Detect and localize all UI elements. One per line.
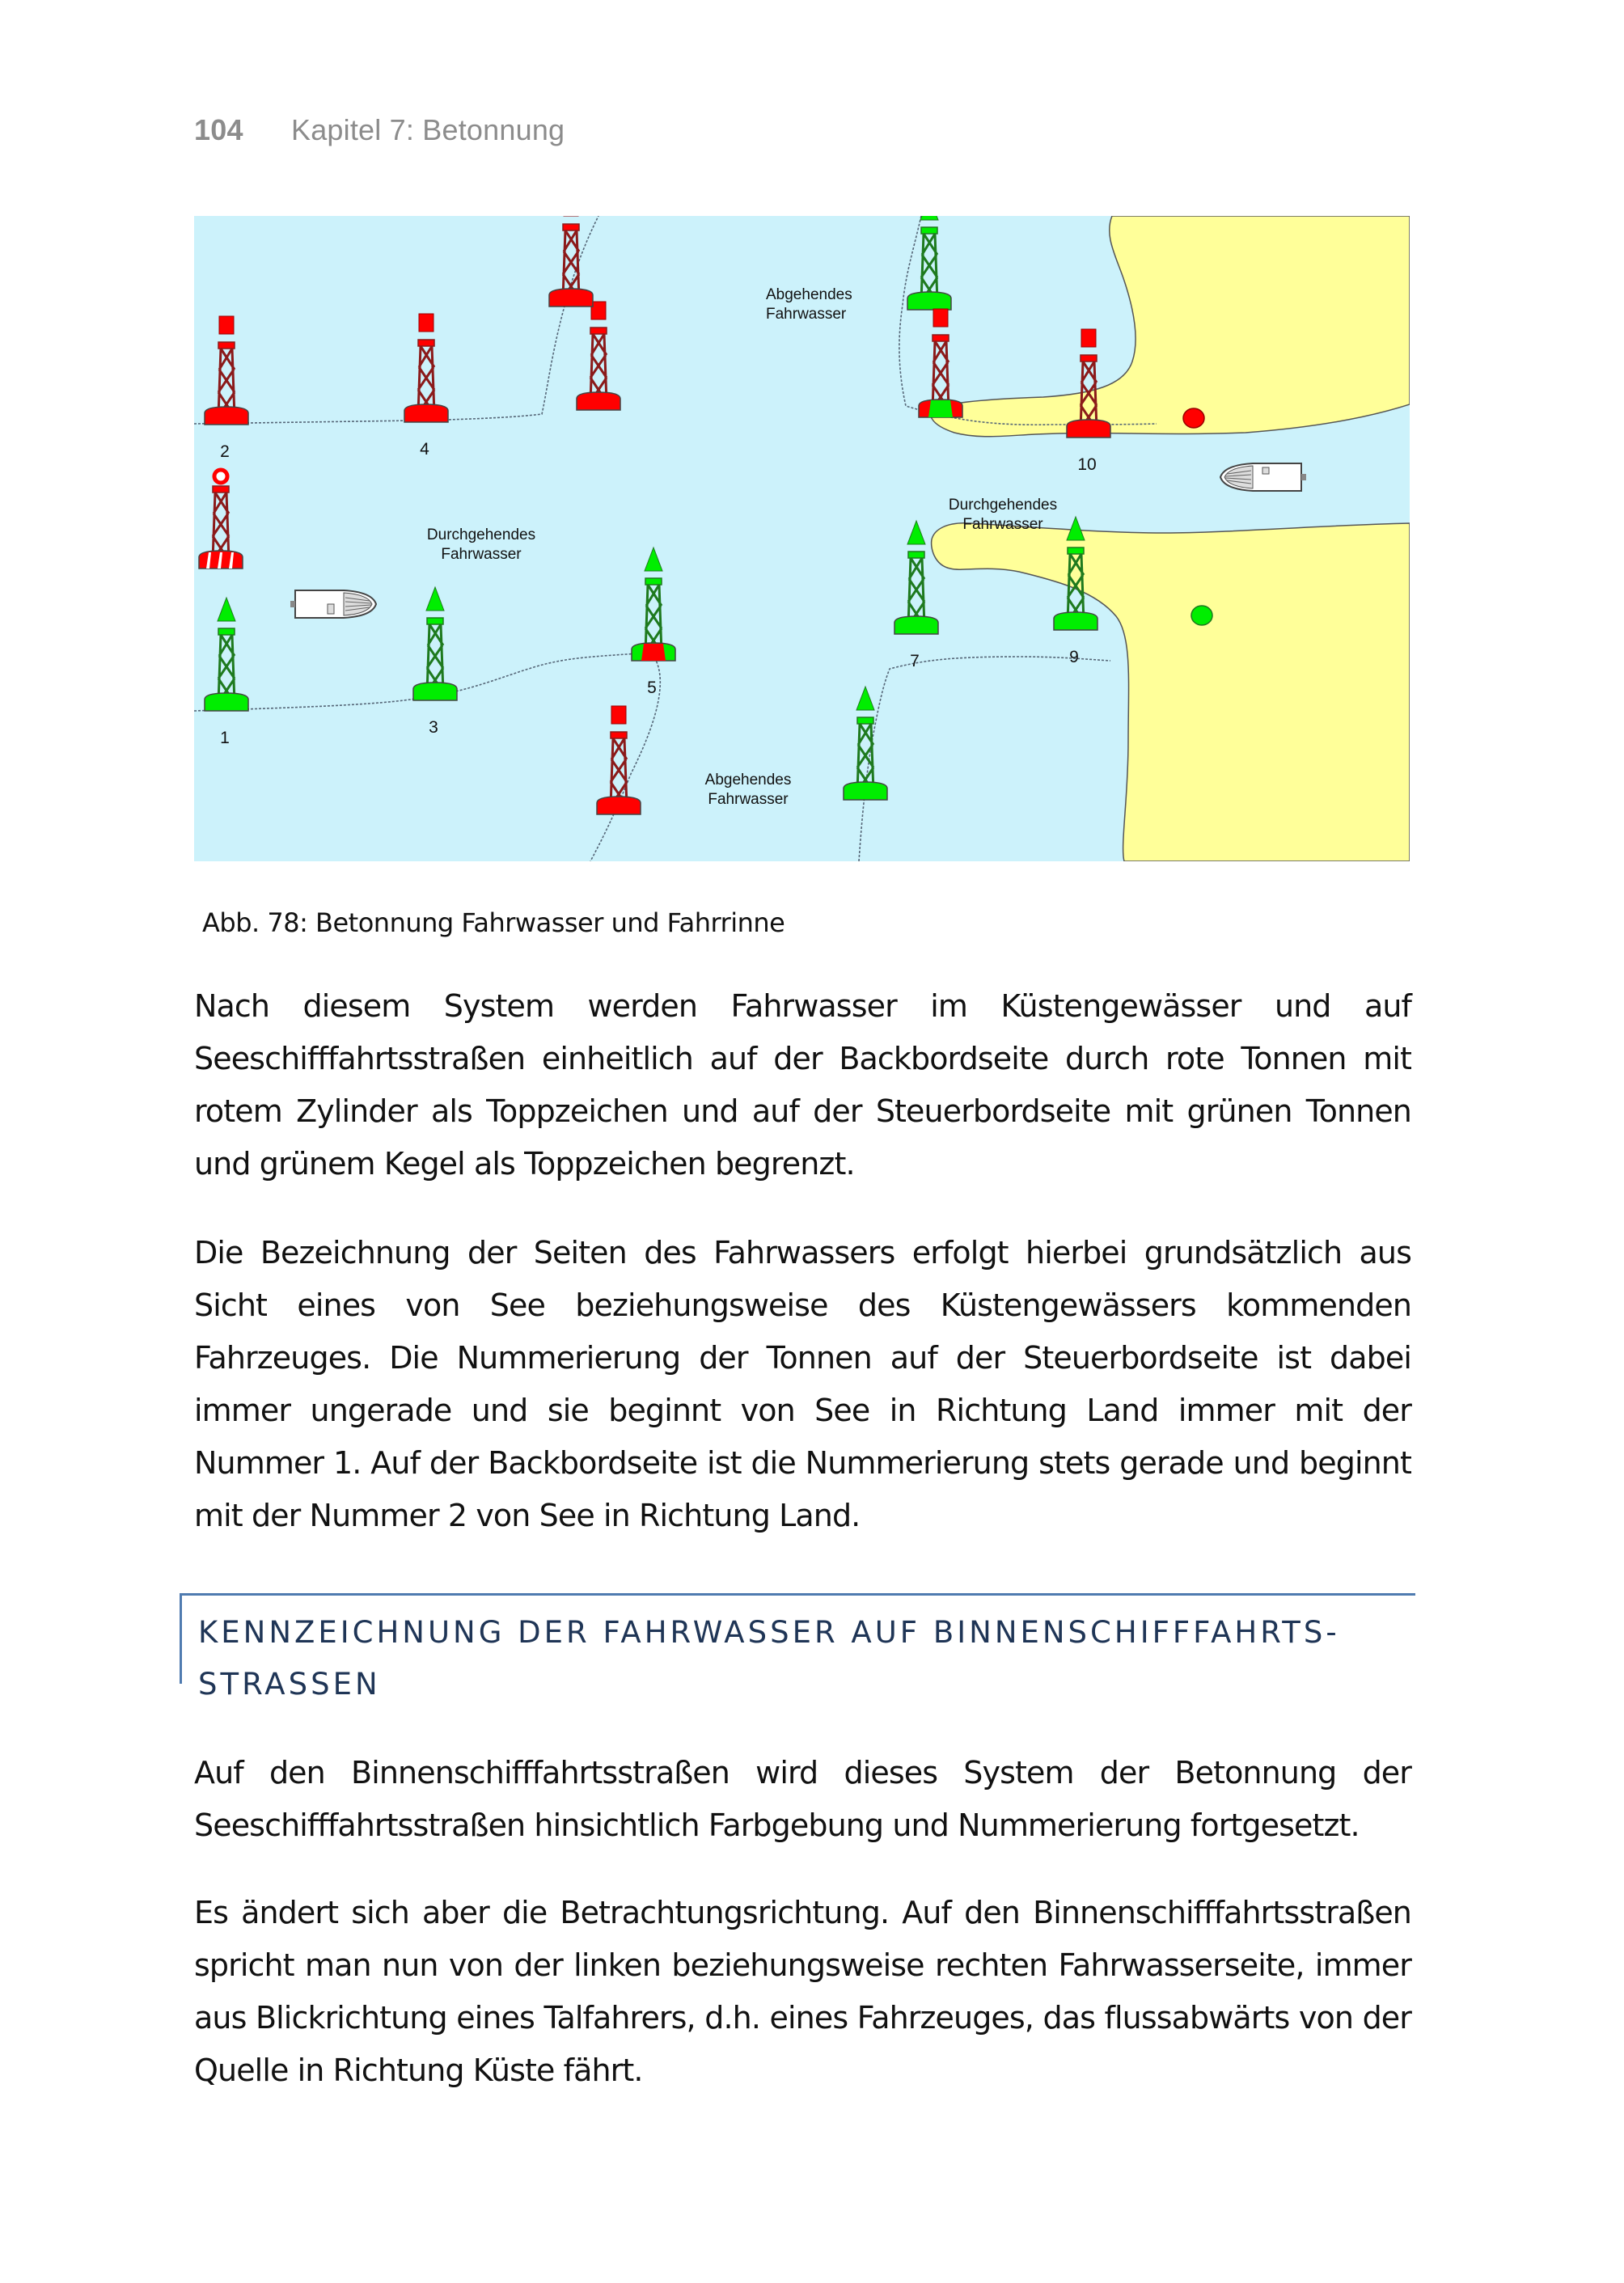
buoy-body (1067, 420, 1110, 438)
harbor-light-red (1183, 408, 1204, 428)
buoy-body (549, 289, 593, 307)
junction-band (928, 400, 953, 417)
section-heading (180, 1593, 1415, 1702)
buoy-body (894, 616, 938, 634)
buoy-body (413, 683, 457, 700)
can-topmark (611, 706, 626, 724)
label-outgoing-bottom: Abgehendes Fahrwasser (704, 772, 792, 808)
buoy-body (577, 392, 620, 410)
figure-caption: Abb. 78: Betonnung Fahrwasser und Fahrrinne (202, 907, 785, 938)
can-topmark (1081, 329, 1096, 347)
buoy-number: 4 (420, 440, 429, 459)
label-through-right: Durchgehendes Fahrwasser (948, 497, 1058, 533)
boat-icon (1220, 463, 1306, 491)
buoy-number: 10 (1077, 455, 1097, 474)
buoy-number: 7 (910, 652, 920, 670)
running-header (194, 113, 565, 147)
buoyage-chart-svg (194, 216, 1410, 861)
junction-band (641, 644, 666, 661)
buoy-body (205, 407, 248, 425)
buoy-number: 2 (220, 442, 230, 461)
buoy-body (205, 693, 248, 711)
buoy-body (404, 404, 448, 422)
buoy-number: 5 (647, 679, 657, 697)
label-outgoing-top: Abgehendes Fahrwasser (766, 286, 852, 323)
boat-icon (290, 590, 376, 618)
buoy-number: 9 (1069, 648, 1079, 666)
sphere-topmark (214, 470, 227, 483)
buoy-number: 3 (429, 718, 438, 737)
buoyage-figure (194, 216, 1410, 861)
can-topmark (419, 314, 433, 332)
chapter-title: Kapitel 7: Betonnung (291, 113, 565, 146)
label-through-left: Durchgehendes Fahrwasser (426, 526, 536, 563)
buoy-body (907, 292, 951, 310)
buoy-body (1054, 612, 1097, 630)
paragraph: Die Bezeichnung der Seiten des Fahrwassers erfolgt hierbei grundsätzlich aus Sicht eines von See beziehungsweise des Küstengewässers kommenden Fahrzeuges. Die Nummerierung der Tonnen auf der Steuerbordseite ist dabei immer ungerade und sie beginnt von See in Richtung Land immer mit der Nummer 1. Auf der Backbordseite ist die Nummerierung stets gerade und beginnt mit der Nummer 2 von See in Richtung Land. (194, 1235, 1411, 1533)
harbor-light-green (1191, 606, 1212, 625)
paragraph: Es ändert sich aber die Betrachtungsrichtung. Auf den Binnenschifffahrtsstraßen spricht man nun von der linken beziehungsweise rechten Fahrwasserseite, immer aus Blickrichtung eines Talfahrers, d.h. eines Fahrzeuges, das flussabwärts von der Quelle in Richtung Küste fährt. (194, 1895, 1411, 2088)
buoy-body (597, 797, 641, 814)
buoy-body (844, 782, 887, 800)
section-heading-text: KENNZEICHNUNG DER FAHRWASSER AUF BINNENSCHIFFFAHRTSSTRASSEN (198, 1615, 1337, 1702)
cone-topmark (920, 216, 938, 220)
paragraph: Auf den Binnenschifffahrtsstraßen wird dieses System der Betonnung der Seeschifffahrtsstraßen hinsichtlich Farbgebung und Nummerierung fortgesetzt. (194, 1755, 1411, 1843)
can-topmark (933, 309, 948, 327)
buoy-number: 1 (220, 729, 230, 747)
paragraph: Nach diesem System werden Fahrwasser im Küstengewässer und auf Seeschifffahrtsstraßen einheitlich auf der Backbordseite durch rote Tonnen mit rotem Zylinder als Toppzeichen und auf der Steuerbordseite mit grünen Tonnen und grünem Kegel als Toppzeichen begrenzt. (194, 988, 1411, 1182)
can-topmark (219, 316, 234, 334)
page-number: 104 (194, 113, 243, 146)
